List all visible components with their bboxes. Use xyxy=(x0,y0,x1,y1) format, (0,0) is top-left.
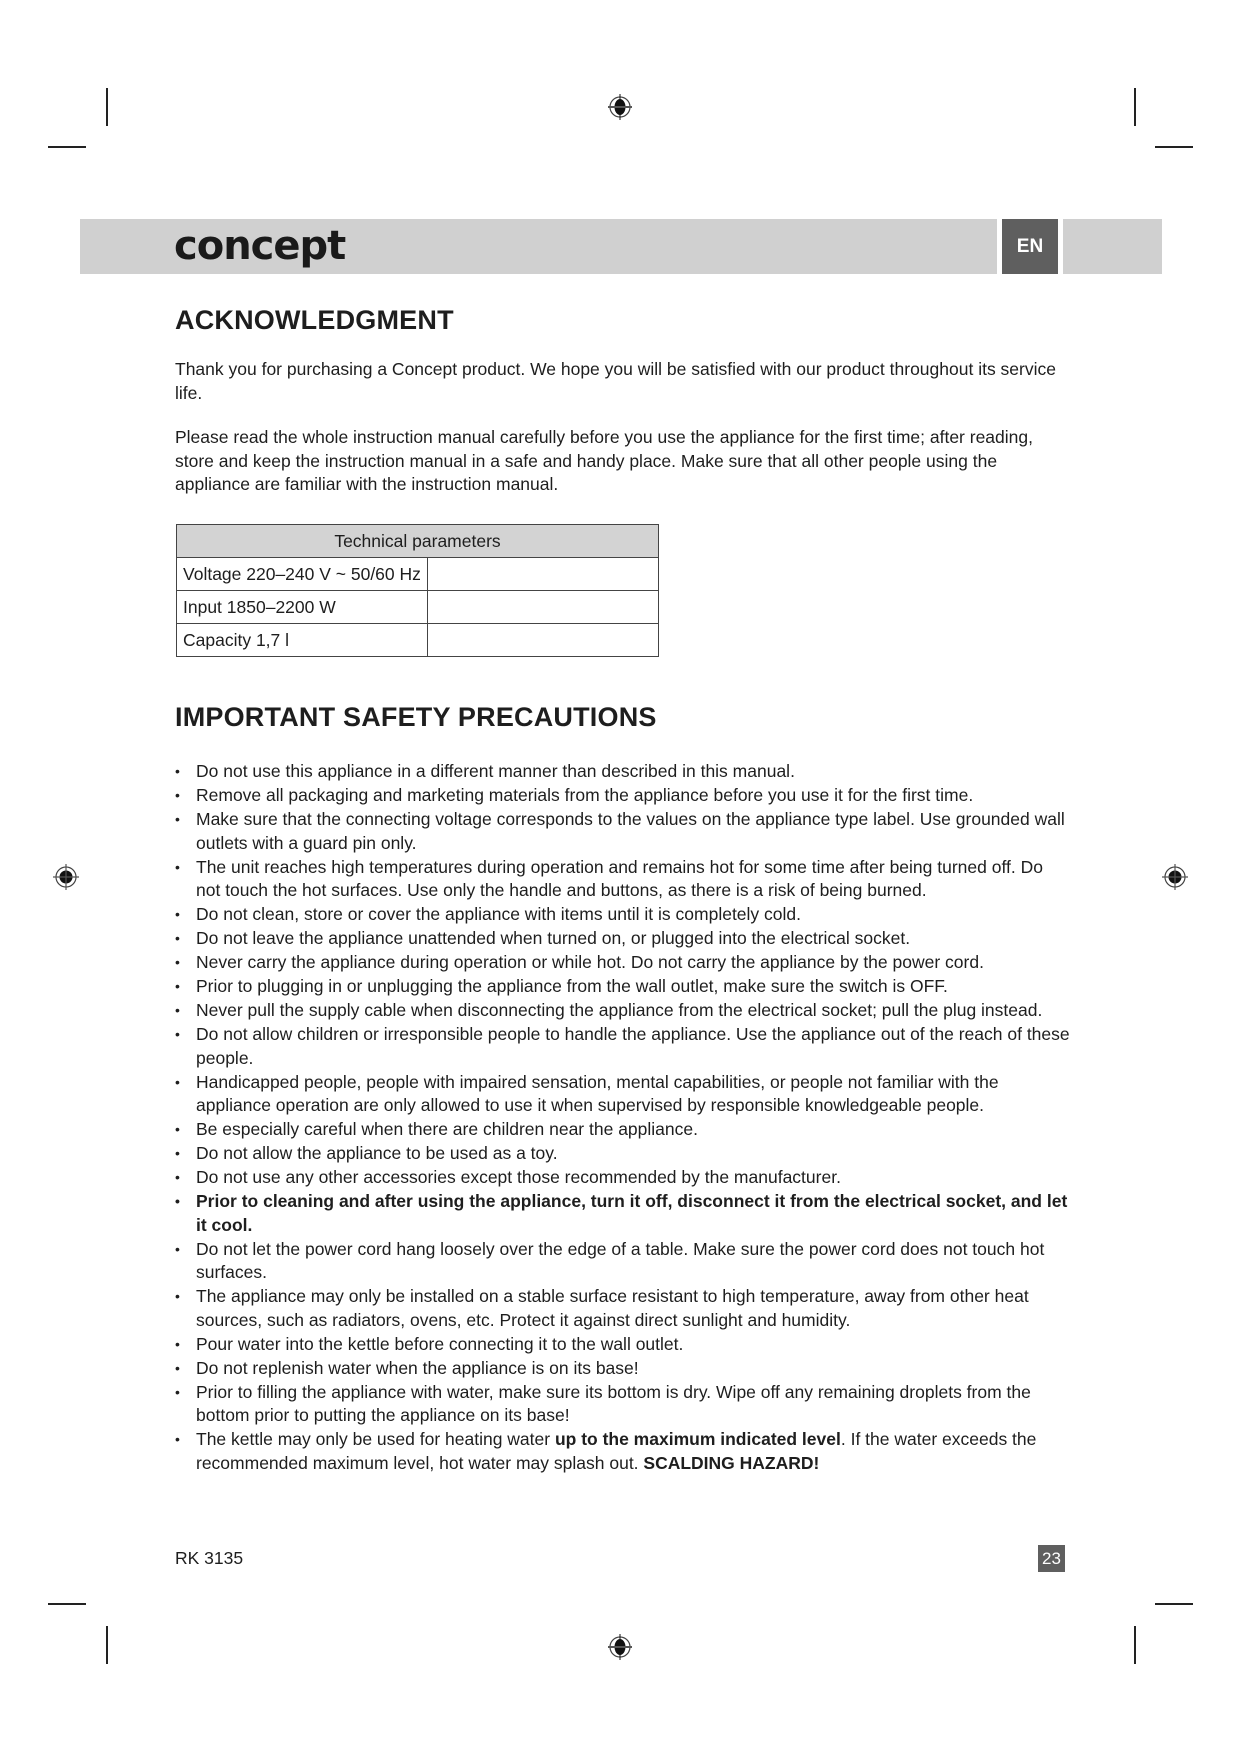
crop-mark xyxy=(1155,1603,1193,1605)
list-item: • Pour water into the kettle before connecting it to the wall outlet. xyxy=(170,1333,1070,1357)
crop-mark xyxy=(48,146,86,148)
list-item: • Prior to plugging in or unplugging the appliance from the wall outlet, make sure the switch is OFF. xyxy=(170,975,1070,999)
safety-list xyxy=(170,760,1070,1476)
hazard-warning: SCALDING HAZARD! xyxy=(643,1452,820,1473)
page-number: 23 xyxy=(1038,1545,1065,1572)
table-cell-value xyxy=(427,624,658,657)
list-item: • The unit reaches high temperatures during operation and remains hot for some time after being turned off. Do not touch the hot surfaces. Use only the handle and buttons, as there is a risk of being burned. xyxy=(170,856,1070,903)
list-item: • Do not leave the appliance unattended when turned on, or plugged into the electrical socket. xyxy=(170,927,1070,951)
list-item: • Do not clean, store or cover the appliance with items until it is completely cold. xyxy=(170,903,1070,927)
list-item: • The appliance may only be installed on a stable surface resistant to high temperature, away from other heat sources, such as radiators, ovens, etc. Protect it against direct sunlight and humidity. xyxy=(170,1285,1070,1332)
table-header: Technical parameters xyxy=(177,525,659,558)
acknowledgment-paragraph: Please read the whole instruction manual carefully before you use the appliance for the first time; after reading, store and keep the instruction manual in a safe and handy place. Make sure that all other people using the appliance are familiar with the instruction manual. xyxy=(175,427,1033,494)
list-item: • Do not allow the appliance to be used as a toy. xyxy=(170,1142,1070,1166)
crop-mark xyxy=(106,1626,108,1664)
brand-logo: concept xyxy=(174,223,346,269)
list-item: • Handicapped people, people with impaired sensation, mental capabilities, or people not familiar with the appliance operation are only allowed to use it when supervised by responsible knowledgeable people. xyxy=(170,1071,1070,1118)
registration-mark-icon xyxy=(605,1632,635,1662)
list-item-warning: • Prior to cleaning and after using the appliance, turn it off, disconnect it from the electrical socket, and let it cool. xyxy=(170,1190,1070,1237)
safety-title: IMPORTANT SAFETY PRECAUTIONS xyxy=(175,702,657,732)
crop-mark xyxy=(1134,88,1136,126)
registration-mark-icon xyxy=(1160,862,1190,892)
acknowledgment-paragraph: Thank you for purchasing a Concept product. We hope you will be satisfied with our product throughout its service life. xyxy=(175,359,1056,403)
list-item: • Remove all packaging and marketing materials from the appliance before you use it for the first time. xyxy=(170,784,1070,808)
language-badge: EN xyxy=(1002,219,1058,274)
table-cell-label: Voltage 220–240 V ~ 50/60 Hz xyxy=(177,558,428,591)
table-row xyxy=(177,591,659,624)
header-divider xyxy=(1058,219,1063,274)
list-item: • Do not use any other accessories except those recommended by the manufacturer. xyxy=(170,1166,1070,1190)
list-item: • Make sure that the connecting voltage corresponds to the values on the appliance type label. Use grounded wall outlets with a guard pin only. xyxy=(170,808,1070,855)
crop-mark xyxy=(48,1603,86,1605)
list-item: • Do not replenish water when the appliance is on its base! xyxy=(170,1357,1070,1381)
crop-mark xyxy=(1155,146,1193,148)
list-item-max-level xyxy=(170,1428,1070,1475)
list-item: • Never carry the appliance during operation or while hot. Do not carry the appliance by the power cord. xyxy=(170,951,1070,975)
acknowledgment-title: ACKNOWLEDGMENT xyxy=(175,305,454,335)
list-item: • Do not allow children or irresponsible people to handle the appliance. Use the appliance out of the reach of these people. xyxy=(170,1023,1070,1070)
technical-parameters-table xyxy=(176,524,659,657)
model-number: RK 3135 xyxy=(175,1548,244,1568)
table-cell-label: Capacity 1,7 l xyxy=(177,624,428,657)
table-row xyxy=(177,558,659,591)
text: . If the water exceeds the recommended maximum level, hot water may splash out. xyxy=(196,1429,1037,1473)
list-item: • Never pull the supply cable when disconnecting the appliance from the electrical socket; pull the plug instead. xyxy=(170,999,1070,1023)
table-cell-value xyxy=(427,591,658,624)
registration-mark-icon xyxy=(51,862,81,892)
emphasis-text: up to the maximum indicated level xyxy=(554,1429,841,1449)
text: The kettle may only be used for heating water xyxy=(196,1429,555,1449)
list-item: • Be especially careful when there are children near the appliance. xyxy=(170,1118,1070,1142)
table-row xyxy=(177,624,659,657)
table-cell-value xyxy=(427,558,658,591)
crop-mark xyxy=(1134,1626,1136,1664)
list-item: • Do not let the power cord hang loosely over the edge of a table. Make sure the power cord does not touch hot surfaces. xyxy=(170,1238,1070,1285)
table-cell-label: Input 1850–2200 W xyxy=(177,591,428,624)
registration-mark-icon xyxy=(605,92,635,122)
list-item: • Prior to filling the appliance with water, make sure its bottom is dry. Wipe off any remaining droplets from the bottom prior to putting the appliance on its base! xyxy=(170,1381,1070,1428)
crop-mark xyxy=(106,88,108,126)
list-item: • Do not use this appliance in a different manner than described in this manual. xyxy=(170,760,1070,784)
